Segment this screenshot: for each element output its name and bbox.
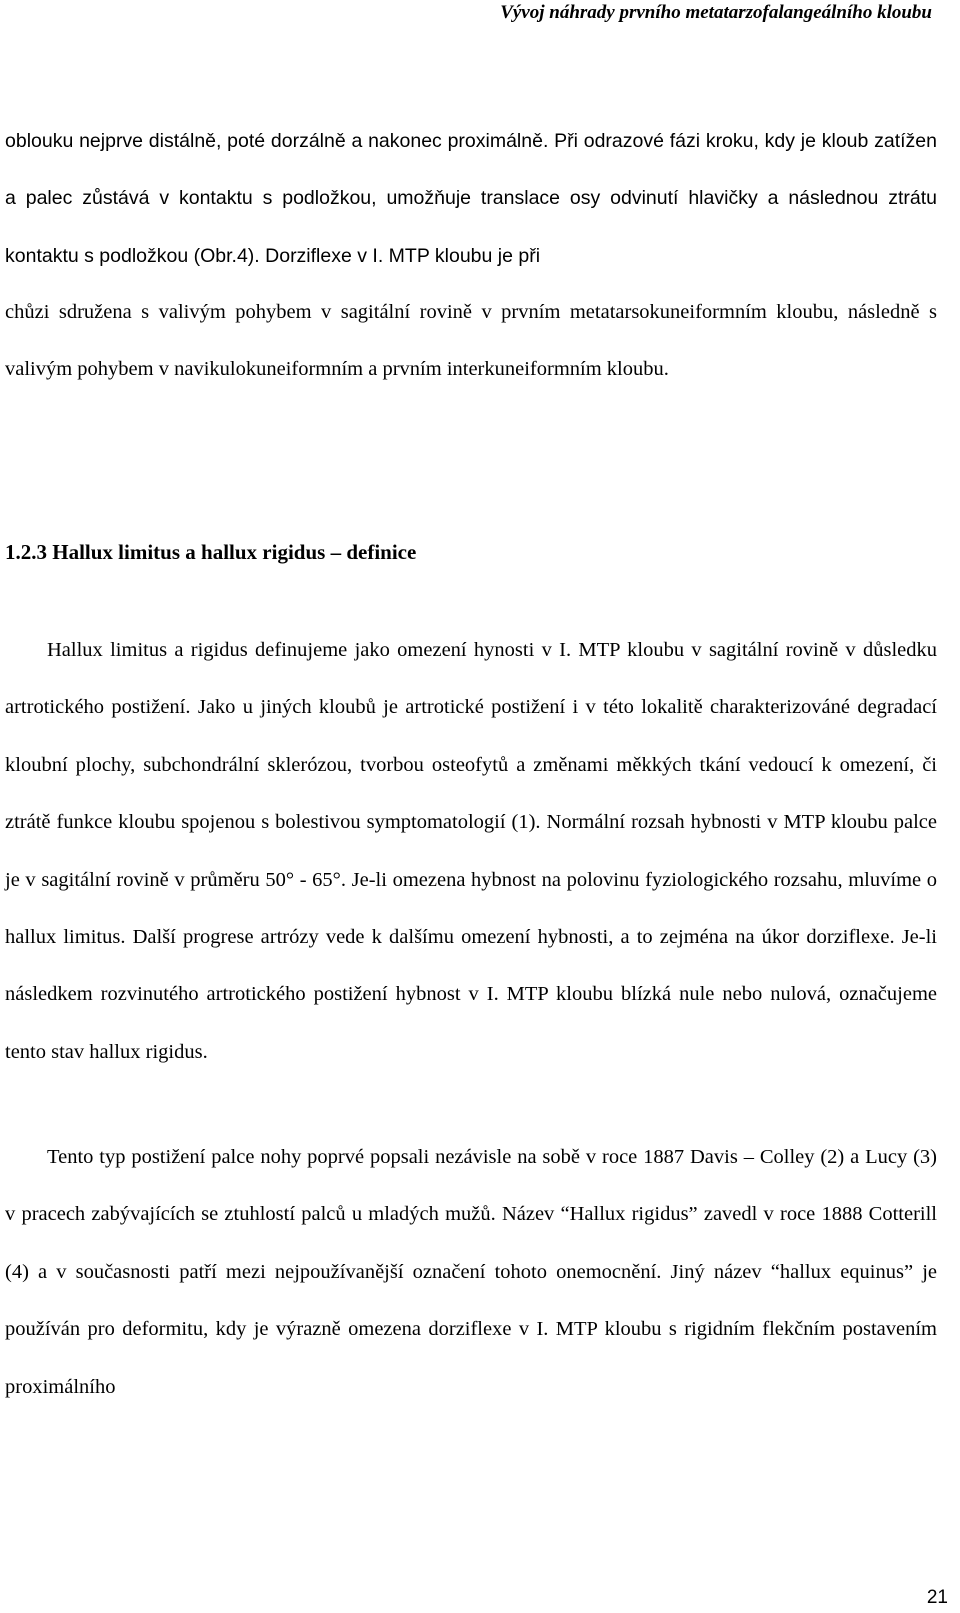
paragraph-2: Hallux limitus a rigidus definujeme jako omezení hynosti v I. MTP kloubu v sagitální rovině v důsledku artrotického postižení. Jako u jiných kloubů je artrotické postižení i v této lokalitě charakterizováné degradací kloubní plochy, subchondrální sklerózou, tvorbou osteofytů a změnami měkkých tkání vedoucí k omezení, či ztrátě funkce kloubu spojenou s bolestivou symptomatologií (1). Normální rozsah hybnosti v MTP kloubu palce je v sagitální rovině v průměru 50° - 65°. Je-li omezena hybnost na polovinu fyziologického rozsahu, mluvíme o hallux limitus. Další progrese artrózy vede k dalšímu omezení hybnosti, a to zejména na úkor dorziflexe. Je-li následkem rozvinutého artrotického postižení hybnost v I. MTP kloubu blízká nule nebo nulová, označujeme tento stav hallux rigidus.: [5, 639, 937, 1063]
page-number: 21: [926, 1587, 948, 1608]
paragraph-3: Tento typ postižení palce nohy poprvé popsali nezávisle na sobě v roce 1887 Davis – Colley (2) a Lucy (3) v pracech zabývajících se ztuhlostí palců u mladých mužů. Název “Hallux rigidus” zavedl v roce 1888 Cotterill (4) a v současnosti patří mezi nejpoužívanější označení tohoto onemocnění. Jiný název “hallux equinus” je používán pro deformitu, kdy je výrazně omezena dorziflexe v I. MTP kloubu s rigidním flekčním postavením proximálního: [5, 1146, 937, 1398]
running-header: Vývoj náhrady prvního metatarzofalangeálního kloubu: [500, 2, 932, 23]
paragraph-1-sans: oblouku nejprve distálně, poté dorzálně a nakonec proximálně. Při odrazové fázi kroku, kdy je kloub zatížen a palec zůstává v kontaktu s podložkou, umožňuje translace osy odvinutí hlavičky a následnou ztrátu kontaktu s podložkou (Obr.4). Dorziflexe v I. MTP kloubu je při: [5, 130, 937, 267]
section-heading: 1.2.3 Hallux limitus a hallux rigidus – definice: [5, 540, 417, 564]
paragraph-1-serif: chůzi sdružena s valivým pohybem v sagitální rovině v prvním metatarsokuneiformním kloubu, následně s valivým pohybem v navikulokuneiformním a prvním interkuneiformním kloubu.: [5, 301, 937, 381]
